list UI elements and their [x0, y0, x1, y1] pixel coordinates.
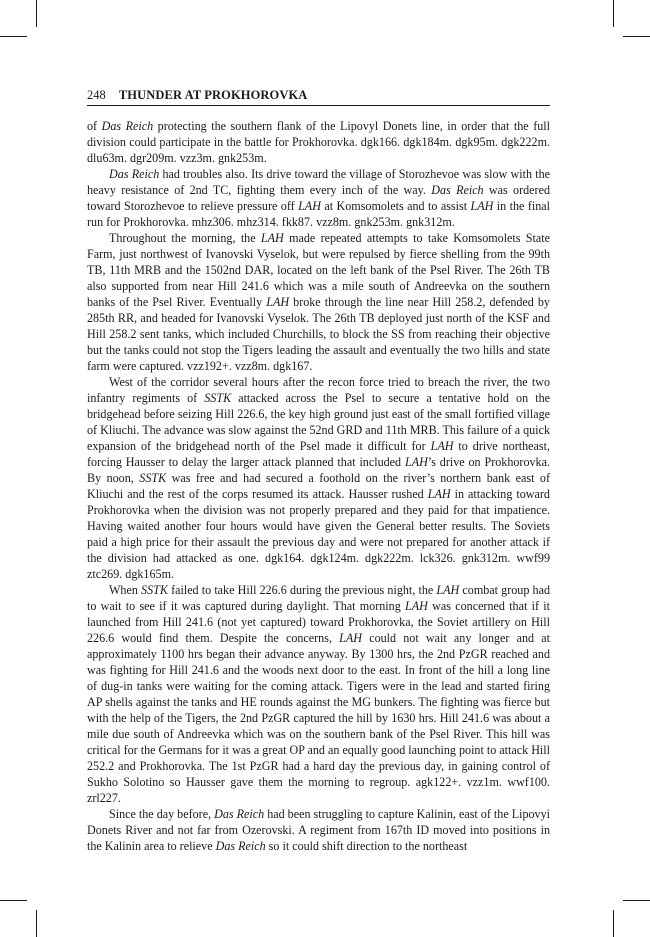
paragraph: [87, 582, 550, 806]
text-run: West of the corridor several hours after the recon force tried to breach the river, the two infantry regiments of: [87, 375, 550, 405]
crop-mark: [613, 0, 614, 27]
text-run: had troubles also. Its drive toward the village of Storozhevoe was slow with the heavy resistance of 2nd TC, fighting them every inch of the way.: [87, 167, 551, 197]
italic-run: Das Reich: [109, 167, 160, 181]
italic-run: LAH: [266, 295, 290, 309]
page-number: 248: [87, 88, 106, 102]
text-run: of: [87, 119, 102, 133]
text-run: Since the day before,: [109, 807, 215, 821]
crop-mark: [0, 900, 27, 901]
crop-mark: [623, 36, 650, 37]
italic-run: Das Reich: [215, 839, 266, 853]
text-run: had been struggling to capture Kalinin, east of the Lipovyi Donets River and not far from Ozerovski. A regiment from 167th ID moved into positions in the Kalinin area to relieve: [87, 807, 551, 853]
text-run: in attacking toward Prokhorovka when the division was not properly prepared and they paid for that impatience. Having waited another four hours would have given the General better results. The Soviets paid a high price for their assault the previous day and were not prepared for another attack if the division had attacked as one. dgk164. dgk124m. dgk222m. lck326. gnk312m. wwf99 ztc269. dgk165m.: [87, 487, 550, 581]
italic-run: LAH: [404, 455, 428, 469]
text-run: combat group had to wait to see if it was captured during daylight. That morning: [87, 583, 550, 613]
crop-mark: [623, 900, 650, 901]
italic-run: LAH: [260, 231, 284, 245]
text-run: attacked across the Psel to secure a tentative hold on the bridgehead before seizing Hill 226.6, the key high ground just east of the small fortified village of Kliuchi. The advance was slow against the 52nd GRD and 11th MRB. This failure of a quick expansion of the bridgehead north of the Psel made it difficult for: [87, 391, 550, 453]
text-run: in the final run for Prokhorovka. mhz306. mhz314. fkk87. vzz8m. gnk253m. gnk312m.: [87, 199, 550, 229]
paragraph: [87, 374, 550, 582]
paragraph: [87, 806, 550, 854]
paragraph: [87, 166, 550, 230]
text-run: was free and had secured a foothold on the river’s northern bank east of Kliuchi and the rest of the corps resumed its attack. Hausser rushed: [87, 471, 551, 501]
italic-run: LAH: [430, 439, 454, 453]
text-run: was concerned that if it launched from Hill 241.6 (not yet captured) toward Prokhorovka, the Soviet artillery on Hill 226.6 would find them. Despite the concerns,: [87, 599, 550, 645]
italic-run: LAH: [339, 631, 363, 645]
crop-mark: [0, 36, 27, 37]
italic-run: Das Reich: [101, 119, 154, 133]
text-run: made repeated attempts to take Komsomolets State Farm, just northwest of Ivanovski Vyselok, but were repulsed by fierce shelling from the 99th TB, 11th MRB and the 1502nd DAR, located on the left bank of the Psel River. The 26th TB also supported from near Hill 241.6 which was a mile south of Andreevka on the southern banks of the Psel River. Eventually: [87, 231, 550, 309]
paragraph: [87, 230, 550, 374]
crop-mark: [613, 910, 614, 937]
italic-run: SSTK: [204, 391, 232, 405]
italic-run: LAH: [298, 199, 321, 213]
text-run: protecting the southern flank of the Lipovyl Donets line, in order that the full division could participate in the battle for Prokhorovka. dgk166. dgk184m. dgk95m. dgk222m. dlu63m. dgr209m. vzz3m. gnk253m.: [87, 119, 550, 165]
text-run: could not wait any longer and at approximately 1100 hrs began their advance anyway. By 1300 hrs, the 2nd PzGR reached and was fighting for Hill 241.6 and the woods next door to the east. In front of the hill a long line of dug-in tanks were waiting for the coming attack. Tigers were in the lead and started firing AP shells against the tanks and HE rounds against the MG bunkers. The fighting was fierce but with the help of the Tigers, the 2nd PzGR captured the hill by 1630 hrs. Hill 241.6 was about a mile due south of Andreevka which was on the southern bank of the Psel River. This hill was critical for the Germans for it was a great OP and an equally good launching point to attack Hill 252.2 and Prokhorovka. The 1st PzGR had a hard day the previous day, in gaining control of Sukho Solotino so Hausser gave them the morning to regroup. agk122+. vzz1m. wwf100. zrl227.: [87, 631, 551, 805]
text-run: at Komsomolets and to assist: [320, 199, 471, 213]
crop-mark: [36, 910, 37, 937]
italic-run: LAH: [470, 199, 494, 213]
text-run: to drive northeast, forcing Hausser to delay the larger attack planned that included: [87, 439, 550, 469]
text-run: When: [109, 583, 142, 597]
italic-run: Das Reich: [431, 183, 484, 197]
text-run: failed to take Hill 226.6 during the previous night, the: [167, 583, 437, 597]
body-text: [87, 118, 550, 854]
text-run: Throughout the morning, the: [109, 231, 261, 245]
crop-mark: [36, 0, 37, 27]
italic-run: SSTK: [139, 471, 167, 485]
text-run: was ordered toward Storozhevoe to relieve pressure off: [87, 183, 550, 213]
italic-run: SSTK: [141, 583, 168, 597]
text-run: so it could shift direction to the northeast: [265, 839, 468, 853]
running-title: THUNDER AT PROKHOROVKA: [118, 88, 308, 102]
italic-run: Das Reich: [214, 807, 265, 821]
paragraph: [87, 118, 550, 166]
text-run: ’s drive on Prokhorovka. By noon,: [87, 455, 550, 485]
running-header: [87, 87, 550, 106]
italic-run: LAH: [436, 583, 460, 597]
text-run: broke through the line near Hill 258.2, defended by 285th RR, and headed for Ivanovski Vyselok. The 26th TB deployed just north of the KSF and Hill 258.2 sent tanks, which included Churchills, to block the SS from reaching their objective but the tanks could not stop the Tigers leading the assault and eventually the two hills and state farm were captured. vzz192+. vzz8m. dgk167.: [87, 295, 550, 373]
italic-run: LAH: [405, 599, 428, 613]
italic-run: LAH: [427, 487, 451, 501]
